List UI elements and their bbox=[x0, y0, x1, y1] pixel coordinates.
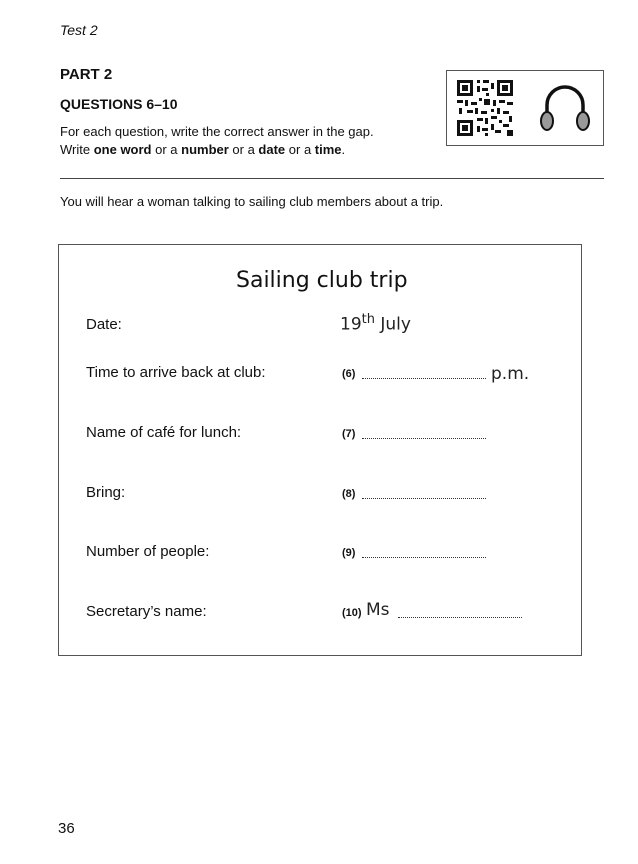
headphones-icon bbox=[537, 79, 593, 139]
field-label-7: Name of café for lunch: bbox=[86, 424, 242, 441]
instr-text: or a bbox=[228, 142, 259, 157]
form-box bbox=[58, 244, 582, 656]
instr-text: Write bbox=[60, 142, 94, 157]
question-number-7: (7) bbox=[342, 428, 356, 440]
date-value bbox=[340, 312, 411, 335]
instr-bold-number: number bbox=[181, 142, 229, 157]
instr-bold-time: time bbox=[314, 142, 342, 157]
date-month: July bbox=[380, 314, 411, 335]
instr-bold-date: date bbox=[258, 142, 286, 157]
answer-suffix-6: p.m. bbox=[491, 364, 530, 384]
field-label-9: Number of people: bbox=[86, 543, 210, 560]
instr-text: . bbox=[341, 142, 346, 157]
instr-bold-word: one word bbox=[93, 142, 152, 157]
qr-code-icon[interactable] bbox=[455, 78, 515, 138]
field-label-8: Bring: bbox=[86, 484, 126, 501]
question-number-10: (10) bbox=[342, 607, 362, 619]
date-suffix: th bbox=[361, 312, 375, 327]
intro-text: You will hear a woman talking to sailing club members about a trip. bbox=[60, 194, 444, 209]
question-number-9: (9) bbox=[342, 547, 356, 559]
answer-gap-9[interactable] bbox=[362, 557, 486, 558]
part-title: PART 2 bbox=[60, 66, 113, 83]
instruction-line-1: For each question, write the correct answer in the gap. bbox=[60, 124, 374, 139]
divider bbox=[60, 178, 604, 179]
answer-gap-7[interactable] bbox=[362, 438, 486, 439]
question-number-6: (6) bbox=[342, 368, 356, 380]
instruction-line-2 bbox=[60, 142, 345, 157]
field-label-10: Secretary’s name: bbox=[86, 603, 207, 620]
field-label-6: Time to arrive back at club: bbox=[86, 364, 266, 381]
questions-title: QUESTIONS 6–10 bbox=[60, 96, 178, 112]
test-label: Test 2 bbox=[60, 22, 98, 38]
page-number: 36 bbox=[58, 820, 75, 837]
instr-text: or a bbox=[285, 142, 315, 157]
question-number-8: (8) bbox=[342, 488, 356, 500]
answer-gap-6[interactable] bbox=[362, 378, 486, 379]
answer-prefix-10: Ms bbox=[366, 600, 390, 620]
answer-gap-10[interactable] bbox=[398, 617, 522, 618]
date-label: Date: bbox=[86, 316, 122, 333]
form-title: Sailing club trip bbox=[236, 268, 408, 293]
audio-box bbox=[446, 70, 604, 146]
date-day: 19 bbox=[340, 314, 362, 335]
answer-gap-8[interactable] bbox=[362, 498, 486, 499]
instr-text: or a bbox=[151, 142, 182, 157]
